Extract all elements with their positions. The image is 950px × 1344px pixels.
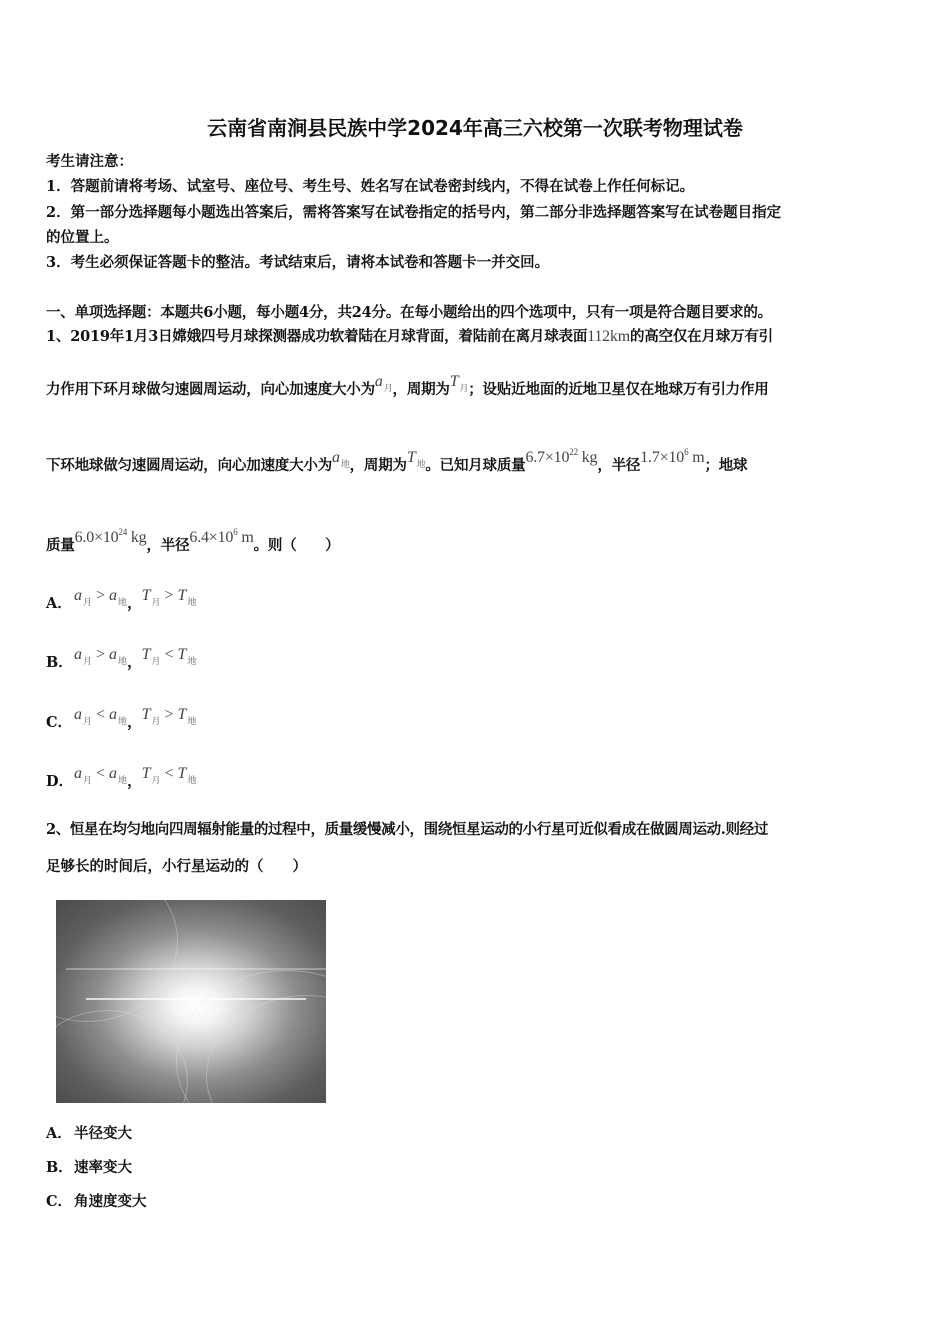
q1-line-2: 力作用下环月球做匀速圆周运动，向心加速度大小为$a_月$，周期为$T_月$；设贴近地面的近地卫星仅在地球万有引力作用	[46, 373, 769, 398]
q1-line-3: 下环地球做匀速圆周运动，向心加速度大小为$a_地$，周期为$T_地$。已知月球质量$6.7\times 10^{22}$ kg，半径$1.7\times 10^6$ m；地球	[46, 447, 748, 474]
q1-option-d[interactable]: D．$a_月 < a_地$，$T_月 < T_地$	[46, 765, 197, 790]
q1-option-b[interactable]: B．$a_月 > a_地$，$T_月 < T_地$	[46, 646, 197, 671]
q2-line-2: 足够长的时间后，小行星运动的（ ）	[46, 858, 307, 875]
notice-item: 的位置上。	[46, 229, 119, 246]
q1-option-a[interactable]: A． $a_月 > a_地$，$T_月 > T_地$	[46, 587, 197, 612]
q2-option-c[interactable]: C． 角速度变大	[46, 1193, 147, 1210]
q2-line-1: 2、恒星在均匀地向四周辐射能量的过程中，质量缓慢减小，围绕恒星运动的小行星可近似看成在做圆周运动.则经过	[46, 821, 768, 838]
page-title: 云南省南涧县民族中学2024年高三六校第一次联考物理试卷	[207, 116, 743, 140]
q1-option-c[interactable]: C． $a_月 < a_地$，$T_月 > T_地$	[46, 706, 197, 731]
q2-option-a[interactable]: A． 半径变大	[46, 1125, 132, 1142]
q1-line-4: 质量$6.0\times 10^{24}$ kg，半径$6.4\times 10^6$ m。则（ ）	[46, 527, 340, 554]
notice-item: 3．考生必须保证答题卡的整洁。考试结束后，请将本试卷和答题卡一并交回。	[46, 254, 550, 271]
star-photo	[56, 900, 326, 1103]
notice-item: 1．答题前请将考场、试室号、座位号、考生号、姓名写在试卷密封线内，不得在试卷上作任何标记。	[46, 178, 695, 195]
q1-line-1: 1、2019年1月3日嫦娥四号月球探测器成功软着陆在月球背面，着陆前在离月球表面112km的高空仅在月球万有引	[46, 328, 773, 345]
notice-heading: 考生请注意：	[46, 153, 133, 170]
section-heading: 一、单项选择题：本题共6小题，每小题4分，共24分。在每小题给出的四个选项中，只有一项是符合题目要求的。	[46, 304, 772, 321]
q2-option-b[interactable]: B．速率变大	[46, 1159, 132, 1176]
notice-item: 2．第一部分选择题每小题选出答案后，需将答案写在试卷指定的括号内，第二部分非选择题答案写在试卷题目指定	[46, 204, 782, 221]
